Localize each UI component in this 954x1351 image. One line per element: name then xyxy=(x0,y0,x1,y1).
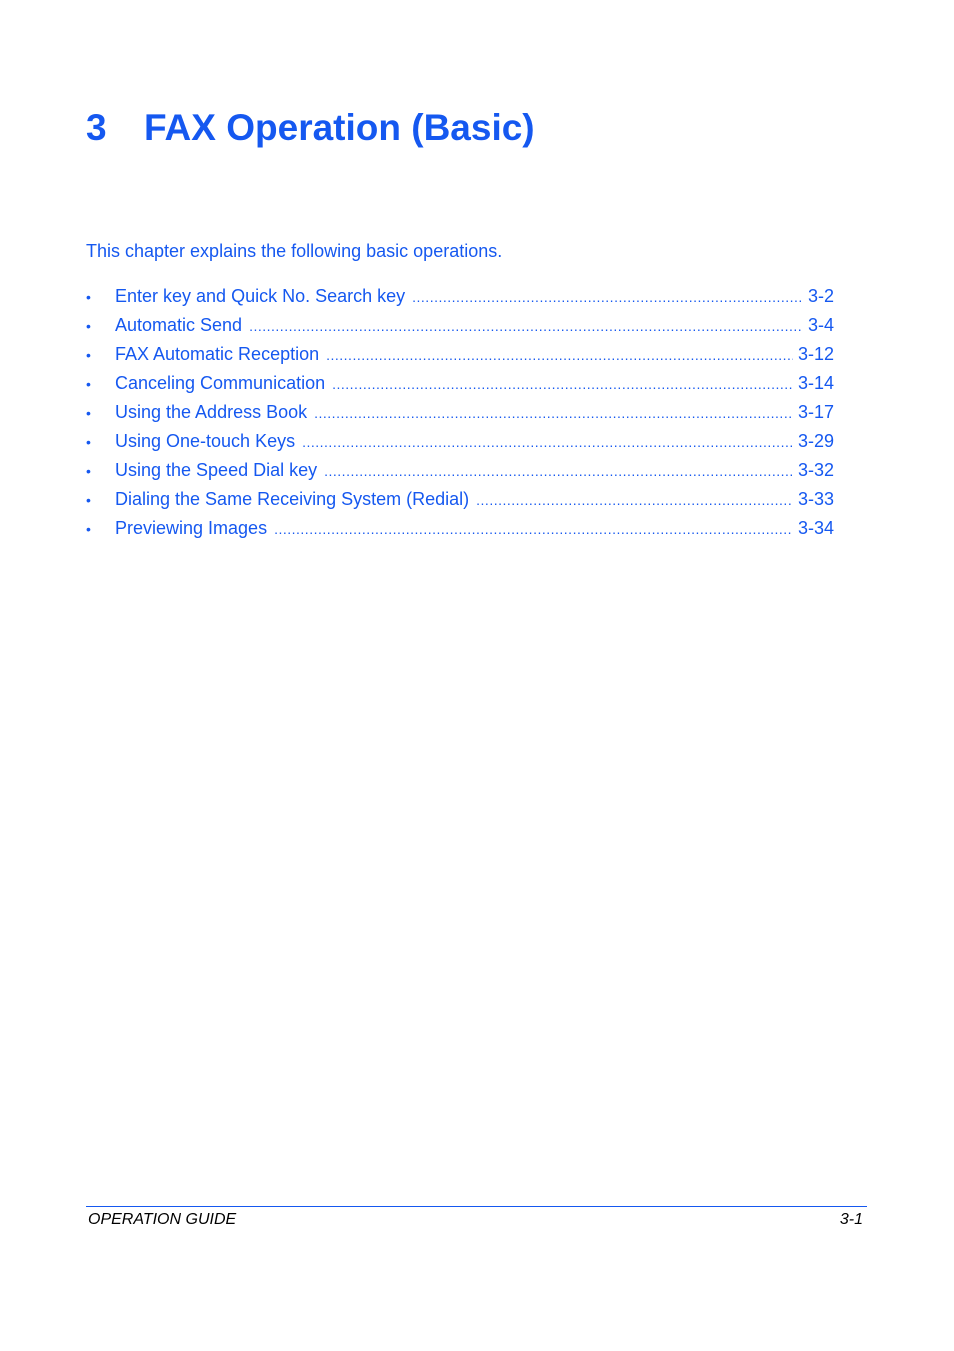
dot-leader xyxy=(274,518,793,540)
table-of-contents xyxy=(86,285,834,546)
toc-item-title: Dialing the Same Receiving System (Redial) xyxy=(115,489,470,509)
toc-item-fax-automatic-reception[interactable] xyxy=(86,343,834,372)
dot-leader xyxy=(412,286,803,308)
toc-item-page: 3-33 xyxy=(797,489,834,509)
bullet: • xyxy=(86,289,91,305)
toc-item-page: 3-34 xyxy=(797,518,834,538)
chapter-title: FAX Operation (Basic) xyxy=(144,107,535,148)
toc-item-title: Canceling Communication xyxy=(115,373,326,393)
toc-item-page: 3-14 xyxy=(797,373,834,393)
dot-leader xyxy=(249,315,803,337)
dot-leader xyxy=(314,402,793,424)
dot-leader xyxy=(476,489,793,511)
bullet: • xyxy=(86,463,91,479)
toc-item-page: 3-12 xyxy=(797,344,834,364)
dot-leader xyxy=(326,344,793,366)
bullet: • xyxy=(86,347,91,363)
bullet: • xyxy=(86,434,91,450)
toc-item-title: Enter key and Quick No. Search key xyxy=(115,286,406,306)
toc-item-title: FAX Automatic Reception xyxy=(115,344,320,364)
toc-item-enter-key[interactable] xyxy=(86,285,834,314)
toc-item-title: Previewing Images xyxy=(115,518,268,538)
toc-item-page: 3-2 xyxy=(807,286,834,306)
toc-item-previewing-images[interactable] xyxy=(86,517,834,546)
bullet: • xyxy=(86,405,91,421)
bullet: • xyxy=(86,492,91,508)
dot-leader xyxy=(302,431,793,453)
toc-item-title: Automatic Send xyxy=(115,315,243,335)
toc-item-canceling-communication[interactable] xyxy=(86,372,834,401)
toc-item-title: Using the Speed Dial key xyxy=(115,460,318,480)
toc-item-page: 3-17 xyxy=(797,402,834,422)
toc-item-speed-dial-key[interactable] xyxy=(86,459,834,488)
toc-item-title: Using the Address Book xyxy=(115,402,308,422)
toc-item-redial[interactable] xyxy=(86,488,834,517)
chapter-intro: This chapter explains the following basic operations. xyxy=(86,241,503,261)
chapter-heading xyxy=(86,104,535,152)
toc-item-page: 3-4 xyxy=(807,315,834,335)
dot-leader xyxy=(324,460,793,482)
bullet: • xyxy=(86,318,91,334)
toc-item-one-touch-keys[interactable] xyxy=(86,430,834,459)
footer-page-number: 3-1 xyxy=(839,1211,863,1228)
dot-leader xyxy=(332,373,793,395)
toc-item-automatic-send[interactable] xyxy=(86,314,834,343)
toc-item-page: 3-32 xyxy=(797,460,834,480)
toc-item-title: Using One-touch Keys xyxy=(115,431,296,451)
footer-divider xyxy=(86,1206,867,1207)
toc-item-address-book[interactable] xyxy=(86,401,834,430)
footer-guide-name: OPERATION GUIDE xyxy=(88,1211,237,1228)
toc-item-page: 3-29 xyxy=(797,431,834,451)
bullet: • xyxy=(86,376,91,392)
chapter-number: 3 xyxy=(86,107,107,148)
bullet: • xyxy=(86,521,91,537)
